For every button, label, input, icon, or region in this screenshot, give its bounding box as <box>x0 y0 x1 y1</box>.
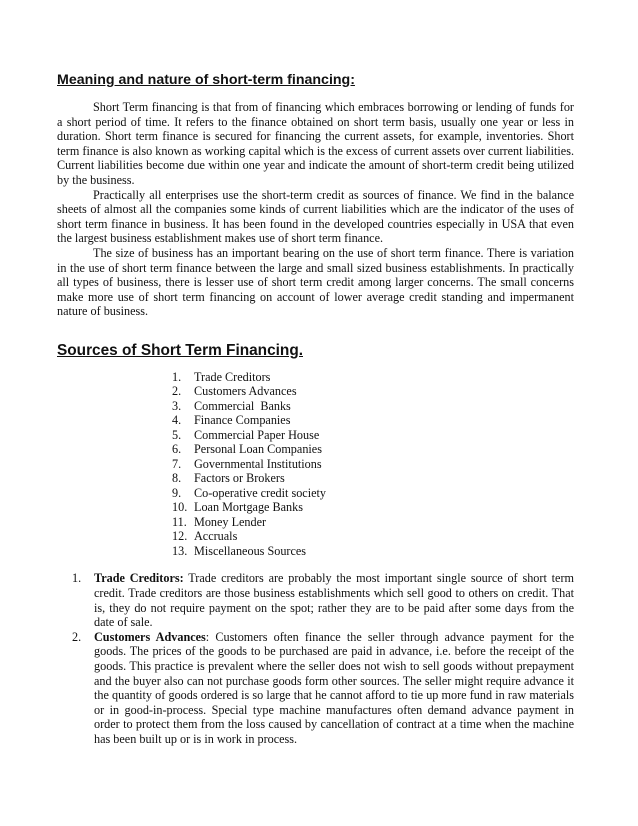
list-item: 6. Personal Loan Companies <box>172 442 322 457</box>
list-item: 12. Accruals <box>172 529 238 544</box>
list-item-customers-advances: 2. Customers Advances: Customers often finance the seller through advance payment for the goods. The prices of the goods to be purchased are paid in advance, i.e. before the receipt of the goods. This practice is prevalent where the seller does not wish to sell goods without prepayment and the buyer also can not purchase goods form other sources. The seller might require advance it the quantity of goods ordered is so large that he cannot afford to tie up more fund in raw materials or in good-in-process. Special type machine manufactures often demand advance payment in order to protect them from the loss caused by cancellation of contract at a time when the machine has been built up or is in work in process. <box>72 629 575 746</box>
paragraph: The size of business has an important bearing on the use of short term finance. There is variation in the use of short term finance between the large and small sized business establishments. In practically all types of business, there is lesser use of short term credit among larger concerns. The small concerns make more use of short term financing on account of lower average credit standing and impermanent nature of business. <box>57 245 574 319</box>
section-heading-sources: Sources of Short Term Financing. <box>57 341 303 359</box>
list-item: 4. Finance Companies <box>172 413 291 428</box>
list-item: 5. Commercial Paper House <box>172 427 320 442</box>
paragraph: Practically all enterprises use the short-term credit as sources of finance. We find in the balance sheets of almost all the companies some kinds of current liabilities which are the indicator of the uses of short term finance in business. It has been found in the developed countries especially in USA that even the largest business establishment makes use of short term finance. <box>57 187 574 246</box>
list-item: 1. Trade Creditors <box>172 369 271 384</box>
section-heading-meaning: Meaning and nature of short-term financing: <box>57 72 355 88</box>
list-item: 13. Miscellaneous Sources <box>172 543 307 558</box>
list-item: 11. Money Lender <box>172 514 267 529</box>
list-item-trade-creditors: 1. Trade Creditors: Trade creditors are probably the most important single source of short term credit. Trade creditors are those business establishments which sell good to others on credit. That is, they do not require payment on the spot; rather they are to be paid after some days from the date of sale. <box>72 571 574 630</box>
source-details-list <box>57 571 574 746</box>
list-item: 2. Customers Advances <box>172 384 297 399</box>
paragraph: Short Term financing is that from of financing which embraces borrowing or lending of funds for a short period of time. It refers to the finance obtained on short term basis, usually one year or less in duration. Short term finance is secured for financing the current assets, for example, inventories. Short term finance is also known as working capital which is the excess of current assets over current liabilities. Current liabilities become due within one year and indicate the amount of short-term credit being utilized by the business. <box>57 100 574 187</box>
list-item: 3. Commercial Banks <box>172 398 291 413</box>
list-item: 10. Loan Mortgage Banks <box>172 500 303 515</box>
list-item: 7. Governmental Institutions <box>172 456 322 471</box>
document-page <box>57 72 574 747</box>
list-item: 9. Co-operative credit society <box>172 485 326 500</box>
sources-list <box>57 370 574 559</box>
list-item: 8. Factors or Brokers <box>172 471 285 486</box>
